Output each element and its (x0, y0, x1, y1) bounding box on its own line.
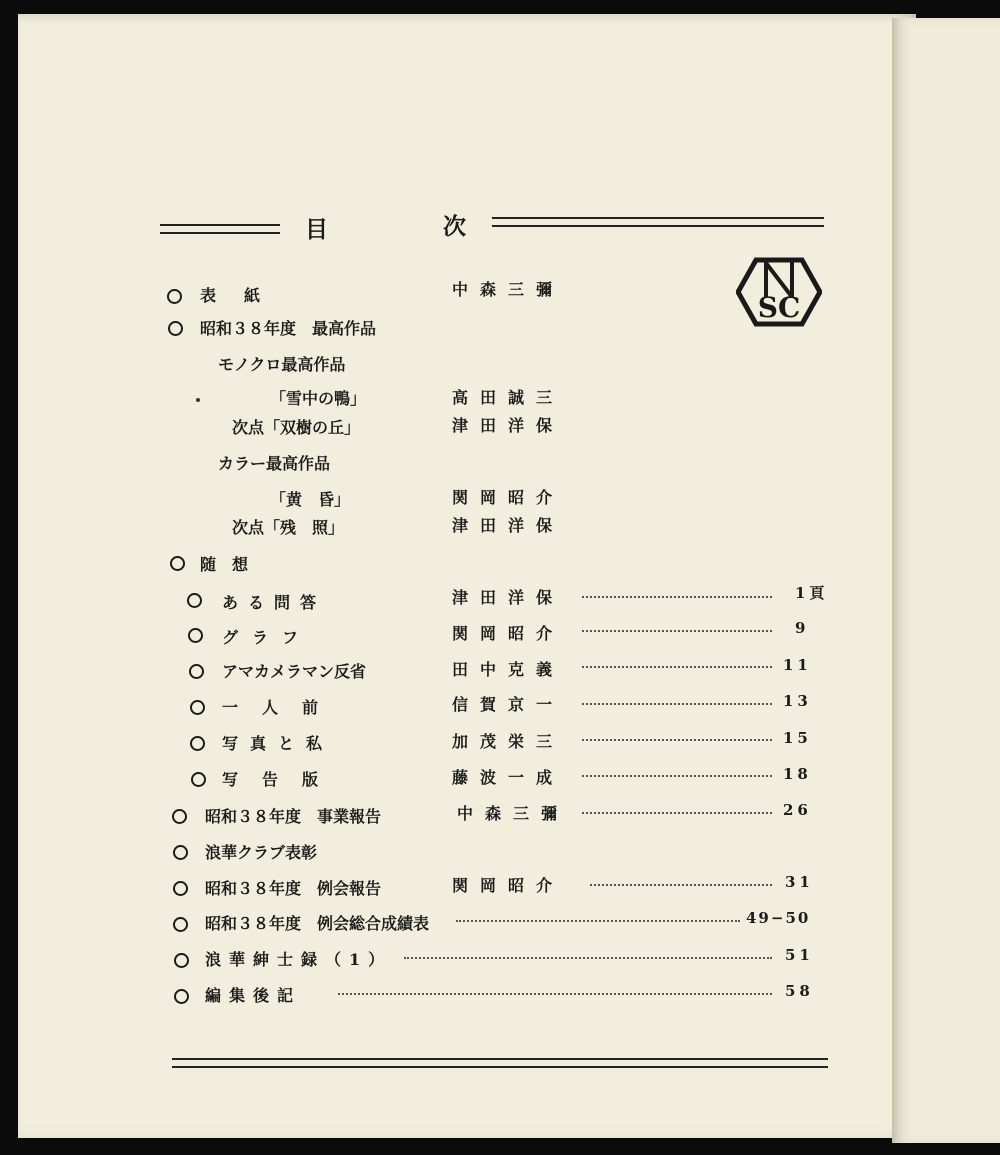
entry-author: 高田誠三 (452, 388, 565, 407)
footer-rule (172, 1058, 828, 1068)
page-number: 1頁 (795, 584, 829, 602)
stamp-letters: SC (757, 291, 801, 324)
page-number: 9 (795, 619, 810, 637)
page-number: 18 (783, 765, 812, 783)
entry-title: 浪華紳士録（1） (205, 950, 393, 969)
entry-title: 一 人 前 (222, 698, 323, 717)
page-number: 13 (783, 692, 812, 710)
leader-dots (582, 812, 772, 814)
page-number: 15 (783, 729, 812, 747)
entry-title: 昭和３８年度 最高作品 (200, 319, 377, 338)
entry-author: 関岡昭介 (452, 876, 565, 895)
bullet-icon (190, 700, 205, 715)
leader-dots (582, 596, 772, 598)
leader-dots (582, 739, 772, 741)
entry-author: 加茂栄三 (452, 732, 565, 751)
leader-dots (582, 775, 772, 777)
bullet-icon (174, 953, 189, 968)
entry-author: 関岡昭介 (452, 624, 565, 643)
club-logo-stamp-icon (736, 257, 822, 327)
leader-dots (590, 884, 772, 886)
leader-dots (582, 630, 772, 632)
entry-title: 随 想 (200, 555, 249, 574)
bullet-icon (173, 917, 188, 932)
entry-title: 「黄 昏」 (270, 490, 351, 509)
entry-title: カラー最高作品 (218, 454, 331, 473)
entry-title: 写 告 版 (222, 770, 323, 789)
page-number: 49−50 (746, 909, 811, 927)
page-title-char-2: 次 (443, 213, 466, 240)
entry-author: 中森三彌 (457, 804, 570, 823)
entry-title: アマカメラマン反省 (222, 662, 367, 681)
entry-title: モノクロ最高作品 (218, 355, 346, 374)
bullet-icon (168, 321, 183, 336)
entry-author: 関岡昭介 (452, 488, 565, 507)
document-page (18, 14, 916, 1138)
leader-dots (338, 993, 772, 995)
entry-title: 「雪中の鴨」 (270, 389, 367, 408)
page-number: 26 (783, 801, 812, 819)
bullet-icon (190, 736, 205, 751)
entry-author: 藤波一成 (452, 768, 565, 787)
page-number: 11 (783, 656, 812, 674)
facing-page-edge (892, 18, 1000, 1143)
entry-title: 表 紙 (200, 286, 267, 305)
page-number: 51 (785, 946, 814, 964)
bullet-icon (189, 664, 204, 679)
header-rule-right (492, 217, 824, 227)
bullet-icon (173, 845, 188, 860)
page-number: 58 (785, 982, 814, 1000)
entry-author: 津田洋保 (452, 416, 565, 435)
bullet-icon (173, 881, 188, 896)
entry-title: 写真と私 (222, 734, 335, 753)
entry-author: 信賀京一 (452, 695, 565, 714)
page-title-char-1: 目 (305, 216, 328, 243)
entry-author: 津田洋保 (452, 588, 565, 607)
bullet-icon (167, 289, 182, 304)
bullet-icon (174, 989, 189, 1004)
bullet-icon (170, 556, 185, 571)
entry-title: ある問答 (222, 593, 327, 612)
entry-title: 昭和３８年度 事業報告 (205, 807, 382, 826)
bullet-icon (187, 593, 202, 608)
leader-dots (582, 666, 772, 668)
header-rule-left (160, 224, 280, 234)
entry-title: 浪華クラブ表彰 (205, 843, 318, 862)
entry-title: グラフ (222, 628, 313, 647)
leader-dots (456, 920, 740, 922)
entry-author: 田中克義 (452, 660, 565, 679)
entry-title: 昭和３８年度 例会総合成績表 (205, 914, 430, 933)
bullet-icon (188, 628, 203, 643)
leader-dots (404, 957, 772, 959)
entry-title: 編集後記 (205, 986, 302, 1005)
entry-author: 津田洋保 (452, 516, 565, 535)
ink-speck (196, 398, 200, 402)
entry-title: 昭和３８年度 例会報告 (205, 879, 382, 898)
bullet-icon (172, 809, 187, 824)
leader-dots (582, 703, 772, 705)
entry-title: 次点「残 照」 (232, 518, 345, 537)
entry-title: 次点「双樹の丘」 (232, 418, 361, 437)
entry-author: 中森三彌 (452, 280, 565, 299)
page-number: 31 (785, 873, 814, 891)
bullet-icon (191, 772, 206, 787)
